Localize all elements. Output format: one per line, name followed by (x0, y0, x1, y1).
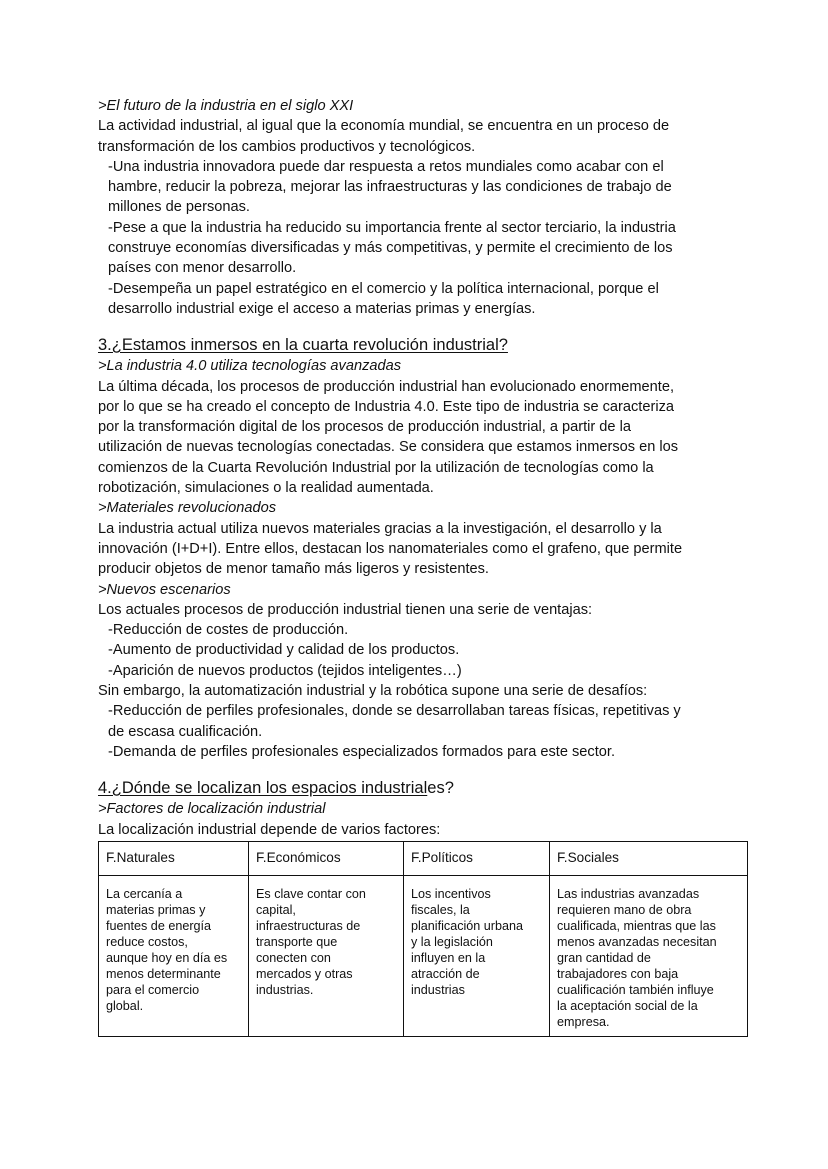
cell-line: global. (106, 998, 144, 1013)
bullet-line: -Reducción de costes de producción. (108, 622, 349, 639)
paragraph-line: Sin embargo, la automatización industrial y la robótica supone una serie de desafíos: (98, 683, 648, 700)
cell-line: la aceptación social de la (557, 998, 698, 1013)
paragraph-line: La actividad industrial, al igual que la economía mundial, se encuentra en un proceso de (98, 118, 670, 135)
paragraph-line: por la transformación digital de los procesos de producción industrial, a partir de la (98, 419, 631, 436)
cell-line: Los incentivos (411, 886, 491, 901)
table-header-cell: F.Económicos (249, 841, 404, 875)
cell-line: fuentes de energía (106, 918, 212, 933)
cell-line: planificación urbana (411, 918, 524, 933)
cell-line: atracción de (411, 966, 480, 981)
subheading-materials: >Materiales revolucionados (98, 500, 277, 517)
bullet-line: hambre, reducir la pobreza, mejorar las infraestructuras y las condiciones de trabajo de (108, 179, 672, 196)
cell-line: industrias (411, 982, 465, 997)
table-header-row (99, 841, 748, 875)
paragraph-line: Los actuales procesos de producción industrial tienen una serie de ventajas: (98, 601, 593, 618)
bullet-line: -Demanda de perfiles profesionales especializados formados para este sector. (108, 743, 616, 760)
bullet-line: de escasa cualificación. (108, 723, 263, 740)
future-heading: >El futuro de la industria en el siglo XXI (98, 98, 354, 114)
cell-line: menos determinante (106, 966, 221, 981)
bullet-line: -Reducción de perfiles profesionales, donde se desarrollaban tareas físicas, repetitivas y (108, 703, 681, 720)
cell-line: aunque hoy en día es (106, 950, 228, 965)
cell-line: menos avanzadas necesitan (557, 934, 717, 949)
paragraph-line: robotización, simulaciones o la realidad aumentada. (98, 480, 434, 497)
paragraph-line: transformación de los cambios productivos y tecnológicos. (98, 138, 476, 155)
table-cell (404, 875, 550, 1036)
table-row (99, 875, 748, 1036)
cell-line: para el comercio (106, 982, 200, 997)
cell-line: industrias. (256, 982, 314, 997)
cell-line: cualificación también influye (557, 982, 714, 997)
document-page (98, 96, 748, 1037)
cell-line: capital, (256, 902, 296, 917)
bullet-line: países con menor desarrollo. (108, 260, 297, 277)
cell-line: Es clave contar con (256, 886, 366, 901)
table-header-cell: F.Políticos (404, 841, 550, 875)
cell-line: y la legislación (411, 934, 493, 949)
cell-line: cualificada, mientras que las (557, 918, 716, 933)
cell-line: mercados y otras (256, 966, 353, 981)
paragraph-line: La localización industrial depende de varios factores: (98, 821, 441, 838)
section-4-title (98, 778, 748, 799)
section-4-title-underlined: 4.¿Dónde se localizan los espacios industrial (98, 779, 428, 798)
section-4-title-rest: es? (427, 779, 454, 798)
subheading-scenarios: >Nuevos escenarios (98, 581, 231, 598)
bullet-line: millones de personas. (108, 199, 250, 216)
bullet-line: -Aumento de productividad y calidad de los productos. (108, 642, 460, 659)
table-header-cell: F.Sociales (550, 841, 748, 875)
bullet-line: -Pese a que la industria ha reducido su importancia frente al sector terciario, la industria (108, 219, 676, 236)
bullet-line: desarrollo industrial exige el acceso a materias primas y energías. (108, 300, 536, 317)
cell-line: fiscales, la (411, 902, 470, 917)
cell-line: La cercanía a (106, 886, 183, 901)
cell-line: trabajadores con baja (557, 966, 679, 981)
paragraph-line: La industria actual utiliza nuevos materiales gracias a la investigación, el desarrollo y la (98, 520, 662, 537)
cell-line: infraestructuras de (256, 918, 361, 933)
paragraph-line: por lo que se ha creado el concepto de Industria 4.0. Este tipo de industria se caracteriza (98, 398, 674, 415)
section-3-title: 3.¿Estamos inmersos en la cuarta revolución industrial? (98, 336, 508, 355)
bullet-line: -Aparición de nuevos productos (tejidos inteligentes…) (108, 662, 462, 679)
paragraph-line: utilización de nuevas tecnologías conectadas. Se considera que estamos inmersos en los (98, 439, 679, 456)
cell-line: empresa. (557, 1014, 610, 1029)
cell-line: requieren mano de obra (557, 902, 692, 917)
cell-line: gran cantidad de (557, 950, 651, 965)
bullet-line: -Una industria innovadora puede dar respuesta a retos mundiales como acabar con el (108, 158, 664, 175)
cell-line: influyen en la (411, 950, 486, 965)
cell-line: transporte que (256, 934, 338, 949)
table-cell (550, 875, 748, 1036)
cell-line: reduce costos, (106, 934, 188, 949)
bullet-line: -Desempeña un papel estratégico en el comercio y la política internacional, porque el (108, 280, 659, 297)
cell-line: Las industrias avanzadas (557, 886, 700, 901)
factors-table (98, 841, 748, 1037)
cell-line: materias primas y (106, 902, 206, 917)
paragraph-line: comienzos de la Cuarta Revolución Industrial por la utilización de tecnologías como la (98, 459, 654, 476)
subheading-location-factors: >Factores de localización industrial (98, 801, 326, 818)
paragraph-line: innovación (I+D+I). Entre ellos, destacan los nanomateriales como el grafeno, que permite (98, 540, 683, 557)
table-cell (249, 875, 404, 1036)
paragraph-line: La última década, los procesos de producción industrial han evolucionado enormemente, (98, 378, 674, 395)
table-header-cell: F.Naturales (99, 841, 249, 875)
paragraph-line: producir objetos de menor tamaño más ligeros y resistentes. (98, 561, 489, 578)
cell-line: conecten con (256, 950, 331, 965)
subheading-industry-4: >La industria 4.0 utiliza tecnologías avanzadas (98, 358, 402, 375)
table-cell (99, 875, 249, 1036)
bullet-line: construye economías diversificadas y más competitivas, y permite el crecimiento de los (108, 240, 673, 257)
